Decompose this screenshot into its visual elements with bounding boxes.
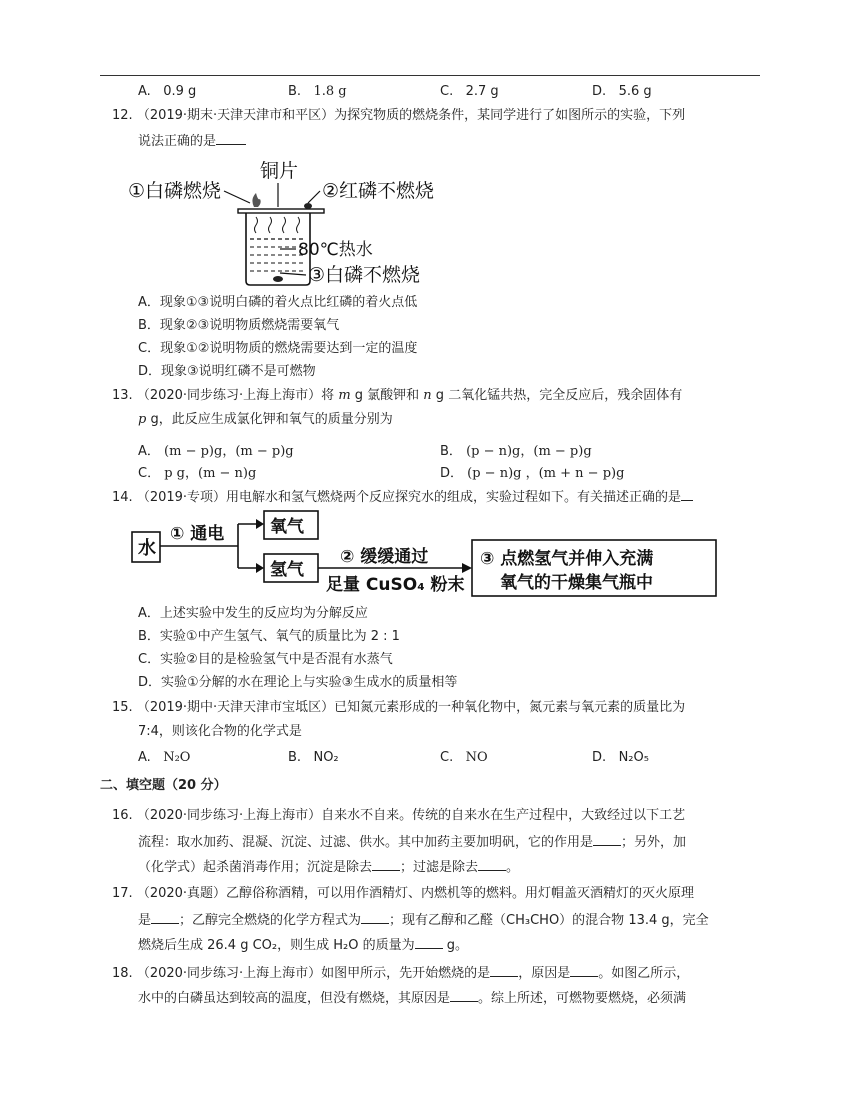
q14-stem: 14. （2019·专项）用电解水和氢气燃烧两个反应探究水的组成，实验过程如下。有关描述正确的是 xyxy=(112,486,693,508)
q12-option-d: D．现象③说明红磷不是可燃物 xyxy=(138,364,316,379)
q18-stem-line2: 水中的白磷虽达到较高的温度，但没有燃烧，其原因是 。综上所述，可燃物要燃烧，必须满 xyxy=(138,987,686,1009)
q15-stem-line2: 7:4，则该化合物的化学式是 xyxy=(138,724,302,739)
q12-option-c: C．现象①②说明物质的燃烧需要达到一定的温度 xyxy=(138,341,418,356)
q16-stem-line2: 流程：取水加药、混凝、沉淀、过滤、供水。其中加药主要加明矾，它的作用是 ；另外，加 xyxy=(138,831,686,853)
q17-stem-line3: 燃烧后生成 26.4 g CO₂，则生成 H₂O 的质量为 g。 xyxy=(138,934,468,956)
label-pass-slowly: ② 缓缓通过 xyxy=(340,547,429,567)
label-ignite-hydrogen: ③ 点燃氢气并伸入充满 xyxy=(480,549,654,569)
box-hydrogen: 氢气 xyxy=(270,560,304,580)
q12-combustion-figure xyxy=(120,155,480,290)
q13-option-a: A． (m − p)g，(m − p)g xyxy=(138,444,294,459)
q14-option-b: B．实验①中产生氢气、氧气的质量比为 2 : 1 xyxy=(138,629,400,644)
q12-stem-line2: 说法正确的是 xyxy=(138,130,246,152)
q11-option-d: D. 5.6 g xyxy=(592,84,652,99)
q18-stem: 18. （2020·同步练习·上海上海市）如图甲所示，先开始燃烧的是 ，原因是 。如图乙所示， xyxy=(112,962,689,984)
q14-option-a: A．上述实验中发生的反应均为分解反应 xyxy=(138,606,368,621)
q11-option-a: A. 0.9 g xyxy=(138,84,197,99)
q15-option-a: A. N₂O xyxy=(138,750,191,765)
q11-option-c: C. 2.7 g xyxy=(440,84,499,99)
box-water: 水 xyxy=(138,538,156,559)
q13-option-b: B． (p − n)g，(m − p)g xyxy=(440,444,592,459)
label-white-phosphorus-water: ③白磷不燃烧 xyxy=(308,264,421,286)
label-red-phosphorus: ②红磷不燃烧 xyxy=(322,180,435,202)
q12-stem: 12. （2019·期末·天津天津市和平区）为探究物质的燃烧条件，某同学进行了如图所示的实验，下列 xyxy=(112,108,686,123)
q15-stem: 15. （2019·期中·天津天津市宝坻区）已知氮元素形成的一种氧化物中，氮元素与氧元素的质量比为 xyxy=(112,700,686,715)
section-fill-in-title: 二、填空题（20 分） xyxy=(100,778,227,793)
q15-option-d: D. N₂O₅ xyxy=(592,750,649,765)
q12-option-a: A．现象①③说明白磷的着火点比红磷的着火点低 xyxy=(138,295,418,310)
q14-flow-diagram xyxy=(130,508,730,600)
q14-option-c: C．实验②目的是检验氢气中是否混有水蒸气 xyxy=(138,652,393,667)
label-dry-bottle: 氧气的干燥集气瓶中 xyxy=(500,573,653,593)
label-electrolysis: ① 通电 xyxy=(170,524,225,544)
label-cuso4: 足量 CuSO₄ 粉末 xyxy=(326,575,465,595)
header-rule xyxy=(100,75,760,76)
q16-stem-line3: （化学式）起杀菌消毒作用；沉淀是除去 ；过滤是除去 。 xyxy=(138,856,519,878)
q13-stem: 13. （2020·同步练习·上海上海市）将 m g 氯酸钾和 n g 二氧化锰共热，完全反应后，残余固体有 xyxy=(112,388,683,403)
q17-stem: 17. （2020·真题）乙醇俗称酒精，可以用作酒精灯、内燃机等的燃料。用灯帽盖灭酒精灯的灭火原理 xyxy=(112,886,695,901)
q14-option-d: D．实验①分解的水在理论上与实验③生成水的质量相等 xyxy=(138,675,458,690)
q15-option-c: C. NO xyxy=(440,750,488,765)
label-copper-sheet: 铜片 xyxy=(260,160,299,182)
q11-option-b: B. 1.8 g xyxy=(288,84,347,99)
q15-option-b: B. NO₂ xyxy=(288,750,339,765)
label-hot-water: 80℃热水 xyxy=(298,240,373,260)
q12-option-b: B．现象②③说明物质燃烧需要氧气 xyxy=(138,318,340,333)
q17-stem-line2: 是 ；乙醇完全燃烧的化学方程式为 ；现有乙醇和乙醛（CH₃CHO）的混合物 13.4 g，完全 xyxy=(138,909,709,931)
q13-stem-line2: p g，此反应生成氯化钾和氧气的质量分别为 xyxy=(138,412,393,427)
box-oxygen: 氧气 xyxy=(270,517,304,537)
q16-stem: 16. （2020·同步练习·上海上海市）自来水不自来。传统的自来水在生产过程中，大致经过以下工艺 xyxy=(112,808,686,823)
label-white-phosphorus-burns: ①白磷燃烧 xyxy=(128,180,222,202)
q13-option-d: D． (p − n)g ，(m + n − p)g xyxy=(440,466,625,481)
q13-option-c: C． p g，(m − n)g xyxy=(138,466,257,481)
